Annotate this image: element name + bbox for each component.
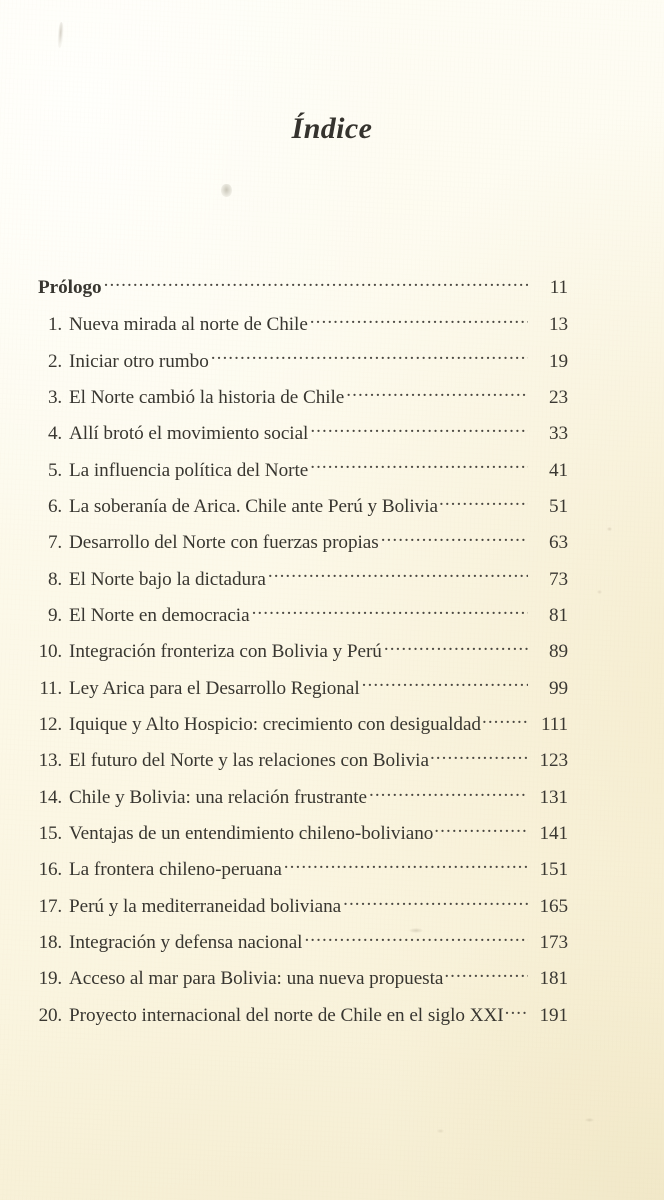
toc-entry[interactable] xyxy=(36,747,568,783)
toc-entry-page-number: 111 xyxy=(540,713,568,735)
toc-entry-page-number: 151 xyxy=(539,859,568,881)
toc-entry-title: Prólogo xyxy=(38,277,102,299)
toc-entry-title: Ventajas de un entendimiento chileno-boliviano xyxy=(69,823,434,844)
toc-entry-number: 16 . xyxy=(36,859,69,881)
toc-dot-leader xyxy=(252,602,528,621)
toc-entry-page-number: 11 xyxy=(549,277,568,299)
toc-entry-number: 9 . xyxy=(36,605,69,627)
toc-entry-number: 12 . xyxy=(36,714,69,736)
toc-entry-page-number: 23 xyxy=(549,386,568,408)
toc-entry-number: 20 . xyxy=(36,1005,69,1027)
toc-entry-title: Iniciar otro rumbo xyxy=(69,350,209,372)
toc-entry-number: 15 . xyxy=(36,823,69,845)
toc-entry[interactable] xyxy=(36,638,568,674)
toc-entry[interactable] xyxy=(36,456,568,492)
toc-entry-page-number: 99 xyxy=(549,677,568,699)
scan-speck-right-upper xyxy=(607,527,612,531)
toc-entry-title: El Norte bajo la dictadura xyxy=(69,568,266,590)
toc-dot-leader xyxy=(304,929,528,948)
toc-entry-page-number: 131 xyxy=(539,786,568,808)
toc-entry[interactable] xyxy=(36,529,568,565)
toc-entry-title: La frontera chileno-peruana xyxy=(69,859,282,881)
toc-entry-title: Desarrollo del Norte con fuerzas propias xyxy=(69,532,379,554)
toc-dot-leader xyxy=(343,893,528,912)
toc-entry[interactable] xyxy=(36,602,568,638)
toc-entry-number: 7 . xyxy=(36,532,69,554)
toc-entry-page-number: 173 xyxy=(539,932,568,954)
toc-dot-leader xyxy=(369,783,528,802)
toc-entry[interactable] xyxy=(36,420,568,456)
toc-entry-title: Integración y defensa nacional xyxy=(69,932,303,954)
toc-entry-title: Iquique y Alto Hospicio: crecimiento con desigualdad xyxy=(69,713,481,735)
toc-entry[interactable] xyxy=(36,783,568,819)
toc-entry-number: 5 . xyxy=(36,460,69,482)
toc-entry[interactable] xyxy=(36,820,568,856)
toc-entry-page-number: 191 xyxy=(539,1004,568,1026)
toc-entry-title: Proyecto internacional del norte de Chile en el siglo XXI xyxy=(69,1004,504,1026)
toc-entry[interactable] xyxy=(36,711,568,747)
toc-dot-leader xyxy=(268,565,528,584)
toc-entry-title: Chile y Bolivia: una relación frustrante xyxy=(69,786,367,808)
toc-entry-page-number: 165 xyxy=(539,895,568,917)
toc-entry-title: El futuro del Norte y las relaciones con Bolivia xyxy=(69,750,429,772)
toc-entry-title: Ley Arica para el Desarrollo Regional xyxy=(69,677,360,699)
toc-entry[interactable] xyxy=(36,965,568,1001)
toc-entry-number: 17 . xyxy=(36,896,69,918)
toc-dot-leader xyxy=(310,311,528,330)
toc-entry-page-number: 51 xyxy=(549,495,568,517)
toc-entry-number: 18 . xyxy=(36,932,69,954)
toc-entry[interactable] xyxy=(36,929,568,965)
toc-entry-number: 2 . xyxy=(36,351,69,373)
toc-dot-leader xyxy=(310,420,528,439)
toc-entry-number: 4 . xyxy=(36,423,69,445)
toc-entry-number: 6 . xyxy=(36,496,69,518)
toc-entry-page-number: 63 xyxy=(549,532,568,554)
toc-entry-page-number: 89 xyxy=(549,641,568,663)
toc-dot-leader xyxy=(284,856,528,875)
toc-entry-page-number: 81 xyxy=(549,604,568,626)
toc-entry[interactable] xyxy=(36,311,568,347)
toc-dot-leader xyxy=(362,674,528,693)
toc-entry[interactable] xyxy=(36,347,568,383)
toc-entry-title: La soberanía de Arica. Chile ante Perú y Bolivia xyxy=(69,495,438,517)
toc-entry-page-number: 181 xyxy=(539,968,568,990)
toc-entry-page-number: 141 xyxy=(539,823,568,844)
toc-entry-page-number: 33 xyxy=(549,423,568,445)
toc-dot-leader xyxy=(505,1002,528,1021)
toc-entry[interactable] xyxy=(36,1002,568,1038)
toc-entry-page-number: 13 xyxy=(549,314,568,336)
toc-entry-number: 1 . xyxy=(36,314,69,336)
toc-entry[interactable] xyxy=(36,674,568,710)
scan-smudge-top-left xyxy=(57,22,64,48)
toc-entry[interactable] xyxy=(36,384,568,420)
toc-dot-leader xyxy=(211,347,528,366)
toc-dot-leader xyxy=(104,274,528,293)
toc-entry-prologo[interactable] xyxy=(36,274,568,311)
toc-dot-leader xyxy=(381,529,528,548)
toc-entry-number: 10 . xyxy=(36,641,69,663)
scan-speck-lower-right xyxy=(585,1118,594,1122)
toc-entry-title: Acceso al mar para Bolivia: una nueva propuesta xyxy=(69,968,444,990)
toc-entry-title: Integración fronteriza con Bolivia y Perú xyxy=(69,641,382,663)
scan-speck-right-lower xyxy=(597,590,602,594)
toc-entry-title: El Norte cambió la historia de Chile xyxy=(69,386,345,408)
toc-entry-page-number: 41 xyxy=(549,459,568,481)
page-title: Índice xyxy=(291,112,373,145)
toc-entry-number: 13 . xyxy=(36,750,69,772)
toc-entry[interactable] xyxy=(36,565,568,601)
toc-entry-page-number: 123 xyxy=(539,750,568,772)
toc-entry-title: La influencia política del Norte xyxy=(69,459,309,481)
toc-entry-number: 19 . xyxy=(36,968,69,990)
toc-entry-title: Nueva mirada al norte de Chile xyxy=(69,314,308,336)
scan-speck-below-title xyxy=(221,184,232,197)
toc-entry-number: 11 . xyxy=(36,678,69,700)
toc-entry-title: El Norte en democracia xyxy=(69,604,250,626)
toc-entry-number: 3 . xyxy=(36,387,69,409)
table-of-contents xyxy=(36,274,568,1038)
toc-dot-leader xyxy=(444,965,528,984)
toc-dot-leader xyxy=(384,638,528,657)
toc-entry[interactable] xyxy=(36,893,568,929)
toc-dot-leader xyxy=(430,747,528,766)
toc-dot-leader xyxy=(482,711,528,730)
toc-dot-leader xyxy=(310,456,528,475)
toc-entry[interactable] xyxy=(36,856,568,892)
toc-entry-title: Perú y la mediterraneidad boliviana xyxy=(69,895,342,917)
toc-dot-leader xyxy=(434,820,528,839)
toc-entry-title: Allí brotó el movimiento social xyxy=(69,423,309,445)
toc-dot-leader xyxy=(439,493,528,512)
toc-entry-number: 8 . xyxy=(36,569,69,591)
toc-entry-page-number: 73 xyxy=(549,568,568,590)
scan-speck-lower-center xyxy=(437,1129,444,1133)
toc-dot-leader xyxy=(346,384,528,403)
toc-entry-number: 14 . xyxy=(36,787,69,809)
toc-entry-page-number: 19 xyxy=(549,350,568,372)
toc-entry[interactable] xyxy=(36,493,568,529)
